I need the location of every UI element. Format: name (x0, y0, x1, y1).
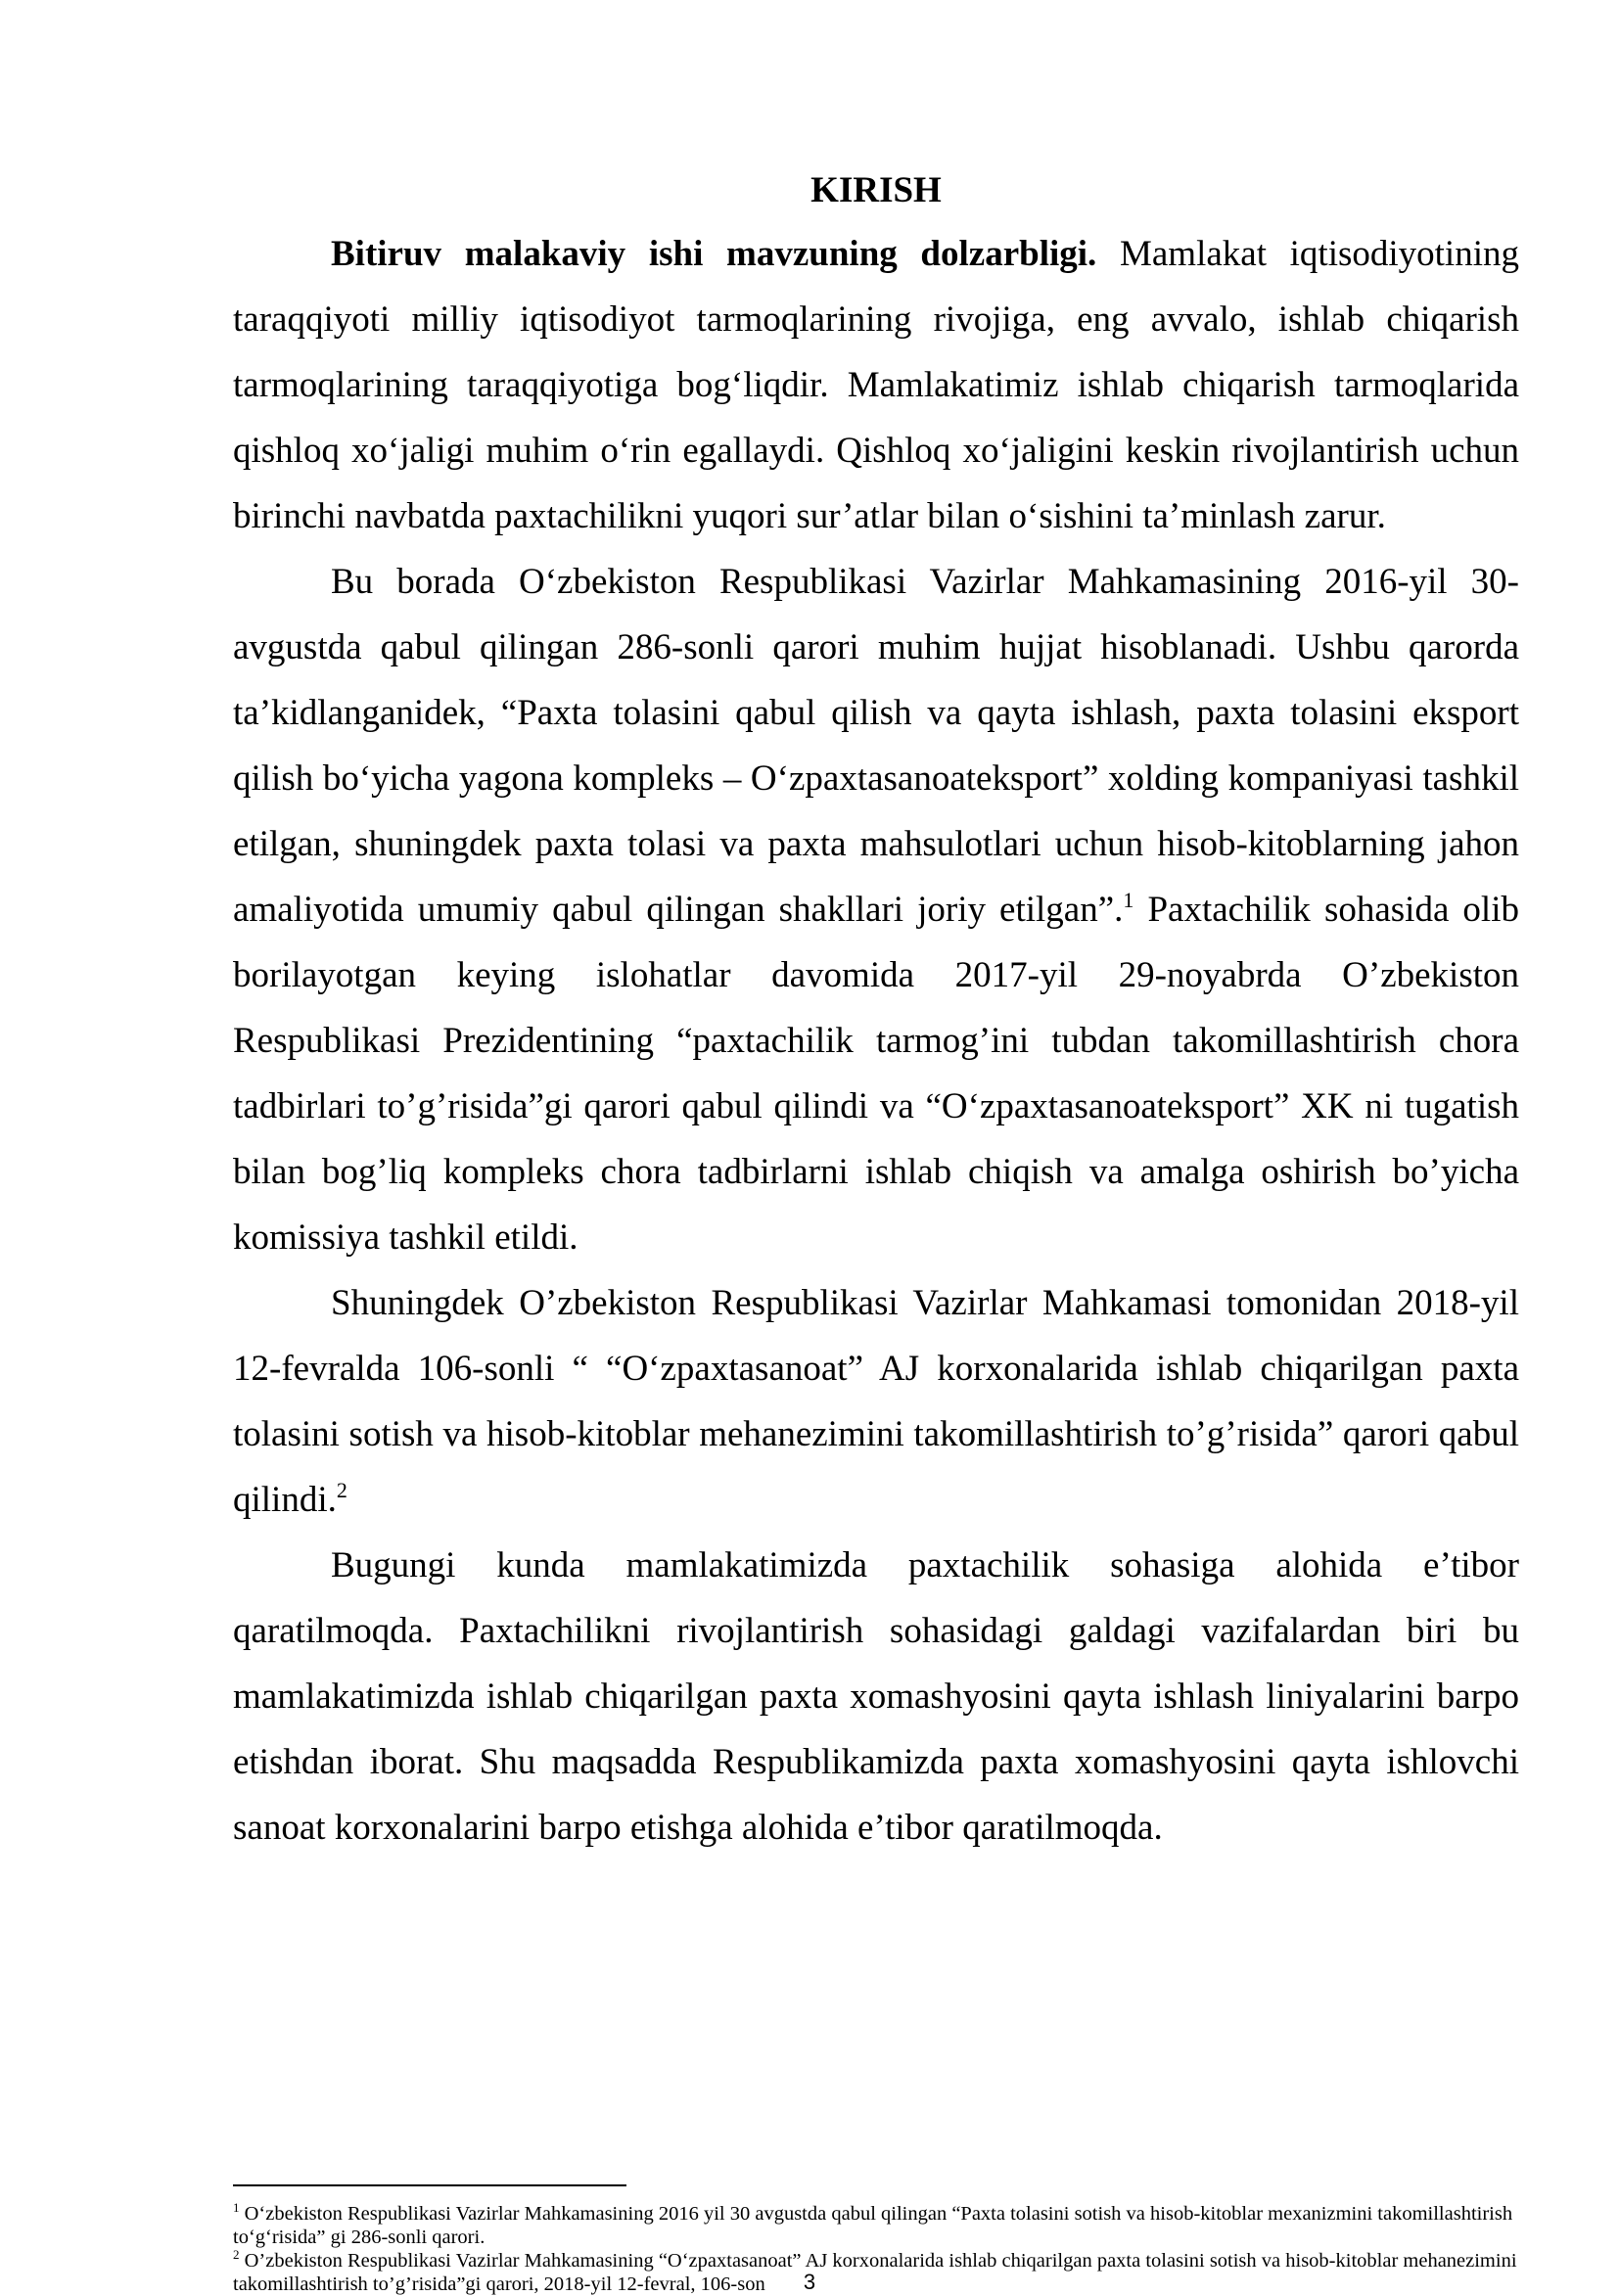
footnote-number: 2 (233, 2247, 240, 2262)
page-number: 3 (803, 2270, 816, 2294)
paragraph-2 (233, 549, 1519, 1270)
paragraph-text: Bugungi kunda mamlakatimizda paxtachilik sohasiga alohida e’tibor qaratilmoqda. Paxtachilikni rivojlantirish sohasidagi galdagi vazifalardan biri bu mamlakatimizda ishlab chiqarilgan paxta xomashyosini qayta ishlash liniyalarini barpo etishdan iborat. Shu maqsadda Respublikamizda paxta xomashyosini qayta ishlovchi sanoat korxonalarini barpo etishga alohida e’tibor qaratilmoqda. (233, 1545, 1519, 1848)
document-body (233, 166, 1519, 1860)
paragraph-3 (233, 1270, 1519, 1533)
section-title: KIRISH (810, 170, 942, 210)
footnote-1 (233, 2202, 1519, 2249)
paragraph-4 (233, 1533, 1519, 1860)
footnote-reference[interactable]: 1 (1123, 888, 1134, 912)
footnote-reference[interactable]: 2 (336, 1478, 347, 1502)
paragraph-text: Shuningdek O’zbekiston Respublikasi Vazirlar Mahkamasi tomonidan 2018-yil 12-fevralda 106-sonli “ “O‘zpaxtasanoat” AJ korxonalarida ishlab chiqarilgan paxta tolasini sotish va hisob-kitoblar mehanezimini takomillashtirish to’g’risida” qarori qabul qilindi. (233, 1283, 1519, 1520)
paragraph-text-continued: Paxtachilik sohasida olib borilayotgan keying islohatlar davomida 2017-yil 29-noyabrda O’zbekiston Respublikasi Prezidentining “paxtachilik tarmog’ini tubdan takomillashtirish chora tadbirlari to’g’risida”gi qarori qabul qilindi va “O‘zpaxtasanoateksport” XK ni tugatish bilan bog’liq kompleks chora tadbirlarni ishlab chiqish va amalga oshirish bo’yicha komissiya tashkil etildi. (233, 890, 1519, 1258)
footnote-text: O‘zbekiston Respublikasi Vazirlar Mahkamasining 2016 yil 30 avgustda qabul qilingan “Paxta tolasini sotish va hisob-kitoblar mexanizmini takomillashtirish to‘g‘risida” gi 286-sonli qarori. (233, 2203, 1513, 2248)
paragraph-1 (233, 221, 1519, 549)
paragraph-lead: Bitiruv malakaviy ishi mavzuning dolzarbligi. (331, 234, 1097, 274)
footnote-separator (233, 2184, 626, 2186)
paragraph-text: Mamlakat iqtisodiyotining taraqqiyoti milliy iqtisodiyot tarmoqlarining rivojiga, eng avvalo, ishlab chiqarish tarmoqlarining taraqqiyotiga bog‘liqdir. Mamlakatimiz ishlab chiqarish tarmoqlarida qishloq xo‘jaligi muhim o‘rin egallaydi. Qishloq xo‘jaligini keskin rivojlantirish uchun birinchi navbatda paxtachilikni yuqori sur’atlar bilan o‘sishini ta’minlash zarur. (233, 234, 1519, 536)
footnote-number: 1 (233, 2200, 240, 2215)
footnote-text: O’zbekiston Respublikasi Vazirlar Mahkamasining “O‘zpaxtasanoat” AJ korxonalarida ishlab chiqarilgan paxta tolasini sotish va hisob-kitoblar mehanezimini takomillashtirish to’g’risida”gi qarori, 2018-yil 12-fevral, 106-son (233, 2250, 1517, 2295)
paragraph-text: Bu borada O‘zbekiston Respublikasi Vazirlar Mahkamasining 2016-yil 30-avgustda qabul qilingan 286-sonli qarori muhim hujjat hisoblanadi. Ushbu qarorda ta’kidlanganidek, “Paxta tolasini qabul qilish va qayta ishlash, paxta tolasini eksport qilish bo‘yicha yagona kompleks – O‘zpaxtasanoateksport” xolding kompaniyasi tashkil etilgan, shuningdek paxta tolasi va paxta mahsulotlari uchun hisob-kitoblarning jahon amaliyotida umumiy qabul qilingan shakllari joriy etilgan”. (233, 562, 1519, 930)
